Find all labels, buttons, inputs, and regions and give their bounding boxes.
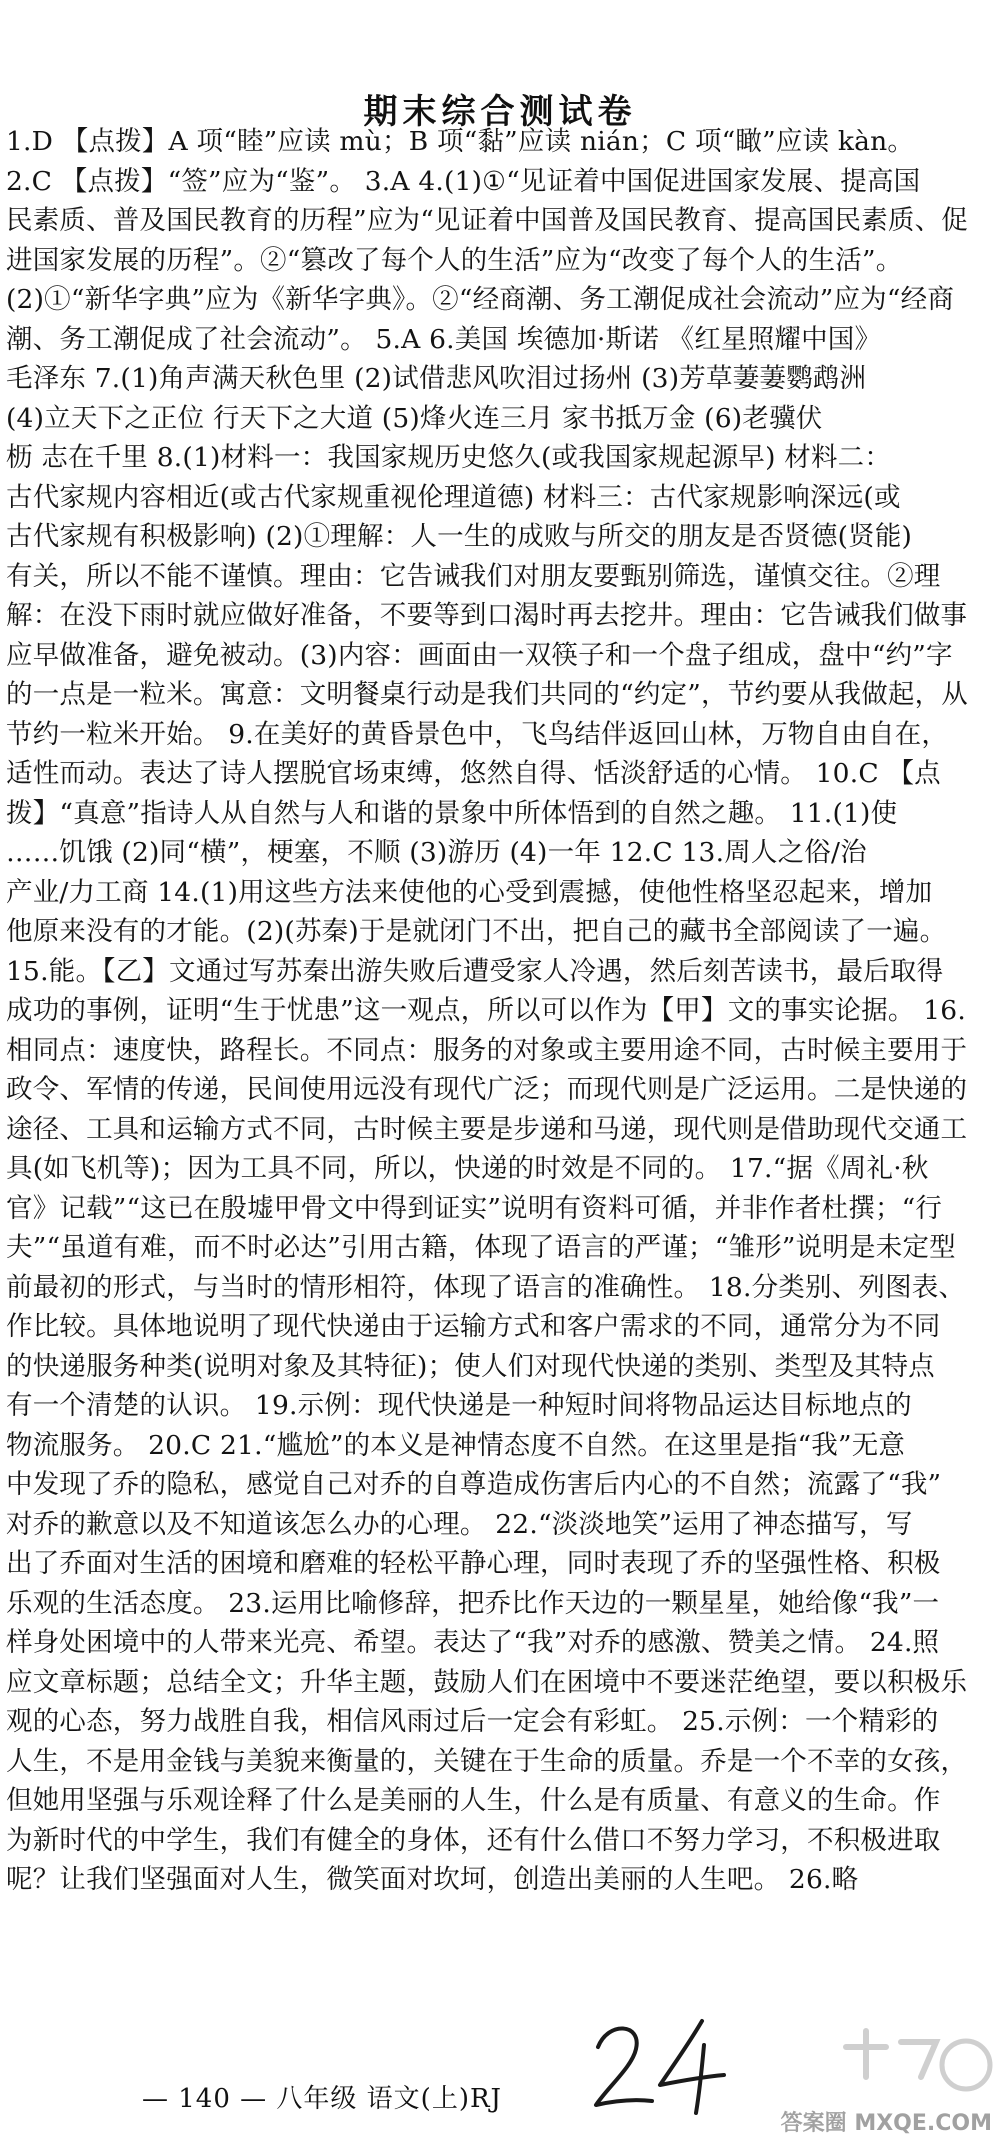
watermark-text: 答案圈 MXQE.COM — [780, 2111, 992, 2136]
answer-line: 样身处困境中的人带来光亮、希望。表达了“我”对乔的感激、赞美之情。 24.照 — [6, 1627, 940, 1658]
answer-line: 的一点是一粒米。寓意：文明餐桌行动是我们共同的“约定”，节约要从我做起，从 — [6, 679, 968, 710]
answer-line: 人生，不是用金钱与美貌来衡量的，关键在于生命的质量。乔是一个不幸的女孩， — [6, 1745, 968, 1777]
answer-line: 2.C 【点拨】“签”应为“鉴”。 3.A 4.(1)①“见证着中国促进国家发展、提高国 — [6, 165, 921, 197]
answer-line: 但她用坚强与乐观诠释了什么是美丽的人生，什么是有质量、有意义的生命。作 — [6, 1785, 941, 1816]
page-footer: — 140 — 八年级 语文(上)RJ — [142, 2084, 502, 2114]
answer-line: 民素质、普及国民教育的历程”应为“见证着中国普及国民教育、提高国民素质、促 — [6, 205, 968, 236]
answer-line: (4)立天下之正位 行天下之大道 (5)烽火连三月 家书抵万金 (6)老骥伏 — [6, 402, 823, 434]
answer-line: 应文章标题；总结全文；升华主题，鼓励人们在困境中不要迷茫绝望，要以积极乐 — [6, 1666, 968, 1698]
answer-line: 他原来没有的才能。(2)(苏秦)于是就闭门不出，把自己的藏书全部阅读了一遍。 — [6, 916, 947, 947]
answer-line: 的快递服务种类(说明对象及其特征)；使人们对现代快递的类别、类型及其特点 — [6, 1350, 935, 1382]
answer-line: 夫”“虽道有难，而不时必达”引用古籍，体现了语言的严谨；“雏形”说明是未定型 — [6, 1232, 956, 1263]
answer-line: 呢？让我们坚强面对人生，微笑面对坎坷，创造出美丽的人生吧。 26.略 — [6, 1864, 859, 1895]
answer-line: ……饥饿 (2)同“横”，梗塞，不顺 (3)游历 (4)一年 12.C 13.周人之俗/治 — [6, 837, 867, 868]
answer-line: (2)①“新华字典”应为《新华字典》。②“经商潮、务工潮促成社会流动”应为“经商 — [6, 284, 955, 315]
answer-line: 古代家规有积极影响) (2)①理解：人一生的成败与所交的朋友是否贤德(贤能) — [6, 521, 913, 552]
answer-line: 枥 志在千里 8.(1)材料一：我国家规历史悠久(或我国家规起源早) 材料二： — [6, 442, 892, 473]
answer-line: 15.能。【乙】文通过写苏秦出游失败后遭受家人冷遇，然后刻苦读书，最后取得 — [6, 955, 944, 987]
page-title: 期末综合测试卷 — [363, 92, 637, 132]
answer-line: 产业/力工商 14.(1)用这些方法来使他的心受到震撼，使他性格坚忍起来，增加 — [6, 876, 933, 908]
answer-line: 为新时代的中学生，我们有健全的身体，还有什么借口不努力学习，不积极进取 — [6, 1824, 941, 1856]
answer-line: 成功的事例，证明“生于忧患”这一观点，所以可以作为【甲】文的事实论据。 16. — [6, 995, 966, 1026]
answer-line: 潮、务工潮促成了社会流动”。 5.A 6.美国 埃德加·斯诺 《红星照耀中国》 — [6, 323, 882, 355]
answer-line: 政令、军情的传递，民间使用远没有现代广泛；而现代则是广泛运用。二是快递的 — [6, 1074, 968, 1105]
answer-line: 毛泽东 7.(1)角声满天秋色里 (2)试借悲风吹泪过扬州 (3)芳草萋萋鹦鹉洲 — [6, 363, 867, 394]
answer-line: 观的心态，努力战胜自我，相信风雨过后一定会有彩虹。 25.示例：一个精彩的 — [6, 1706, 939, 1737]
answer-line: 进国家发展的历程”。②“篡改了每个人的生活”应为“改变了每个人的生活”。 — [6, 244, 903, 276]
answer-line: 作比较。具体地说明了现代快递由于运输方式和客户需求的不同，通常分为不同 — [6, 1311, 941, 1342]
answer-line: 节约一粒米开始。 9.在美好的黄昏景色中，飞鸟结伴返回山林，万物自由自在， — [6, 718, 949, 750]
answer-line: 拨】“真意”指诗人从自然与人和谐的景象中所体悟到的自然之趣。 11.(1)使 — [6, 797, 898, 829]
answer-text-block — [6, 122, 996, 1900]
answer-line: 1.D 【点拨】A 项“睦”应读 mù；B 项“黏”应读 nián；C 项“瞰”应读 kàn。 — [6, 126, 915, 157]
answer-line: 具(如飞机等)；因为工具不同，所以，快递的时效是不同的。 17.“据《周礼·秋 — [6, 1153, 929, 1184]
answer-line: 对乔的歉意以及不知道该怎么办的心理。 22.“淡淡地笑”运用了神态描写，写 — [6, 1508, 913, 1540]
answer-line: 解：在没下雨时就应做好准备，不要等到口渴时再去挖井。理由：它告诫我们做事 — [6, 600, 968, 631]
answer-line: 前最初的形式，与当时的情形相符，体现了语言的准确性。 18.分类别、列图表、 — [6, 1271, 966, 1303]
answer-line: 应早做准备，避免被动。(3)内容：画面由一双筷子和一个盘子组成，盘中“约”字 — [6, 639, 953, 671]
answer-line: 途径、工具和运输方式不同，古时候主要是步递和马递，现代则是借助现代交通工 — [6, 1113, 968, 1145]
answer-line: 出了乔面对生活的困境和磨难的轻松平静心理，同时表现了乔的坚强性格、积极 — [6, 1548, 941, 1579]
answer-line: 中发现了乔的隐私，感觉自己对乔的自尊造成伤害后内心的不自然；流露了“我” — [6, 1469, 942, 1500]
answer-line: 物流服务。 20.C 21.“尴尬”的本义是神情态度不自然。在这里是指“我”无意 — [6, 1429, 906, 1461]
answer-line: 适性而动。表达了诗人摆脱官场束缚，悠然自得、恬淡舒适的心情。 10.C 【点 — [6, 758, 941, 789]
answer-line: 有一个清楚的认识。 19.示例：现代快递是一种短时间将物品运达目标地点的 — [6, 1390, 912, 1421]
answer-line: 乐观的生活态度。 23.运用比喻修辞，把乔比作天边的一颗星星，她给像“我”一 — [6, 1587, 940, 1619]
answer-line: 相同点：速度快，路程长。不同点：服务的对象或主要用途不同，古时候主要用于 — [6, 1034, 968, 1066]
handwritten-page-number — [590, 2015, 730, 2115]
answer-line: 官》记载”“这已在殷墟甲骨文中得到证实”说明有资料可循，并非作者杜撰；“行 — [6, 1192, 943, 1224]
answer-line: 有关，所以不能不谨慎。理由：它告诫我们对朋友要甄别筛选，谨慎交往。②理 — [6, 560, 941, 592]
answer-line: 古代家规内容相近(或古代家规重视伦理道德) 材料三：古代家规影响深远(或 — [6, 481, 901, 513]
